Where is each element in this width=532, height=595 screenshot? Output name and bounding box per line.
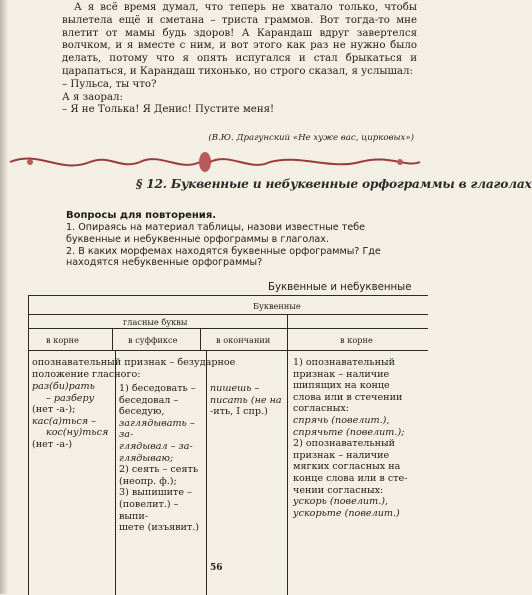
example-line: спрячьте (повелит.); [293, 426, 405, 438]
story-paragraph-4: – Я не Толька! Я Денис! Пустите меня! [62, 104, 275, 116]
example-line: признак – наличие [293, 449, 390, 461]
table-col-line [206, 350, 207, 595]
spelling-table [28, 295, 428, 595]
example-line: слова или в стечении [293, 391, 403, 403]
example-line: (неопр. ф.); [119, 475, 177, 487]
example-line: заглядывать – за- [119, 417, 195, 441]
example-line: 3) выпишите – [119, 487, 192, 499]
decorative-ornament [0, 148, 430, 176]
table-rule [28, 314, 428, 315]
table-rule [28, 328, 428, 329]
header-root-2: в корне [340, 335, 373, 345]
section-title: § 12. Буквенные и небуквенные орфограммы в глаголах [136, 177, 532, 191]
vowel-intro-text: опознавательный признак – безударное положение гласного: [32, 357, 236, 380]
example-line: (нет -а-) [32, 438, 73, 450]
header-vowels: гласные буквы [123, 317, 188, 327]
story-source: (В.Ю. Драгунский «Не хуже вас, цирковых») [208, 133, 414, 143]
example-line: согласных: [293, 403, 350, 415]
ending-examples [210, 383, 286, 418]
story-paragraph-2: – Пульса, ты что? [62, 78, 157, 90]
example-line: раз(би)рать [32, 381, 95, 392]
example-line: конце слова или в сте- [293, 472, 408, 484]
header-letters: Буквенные [253, 301, 301, 311]
table-col-line [287, 314, 288, 595]
table-col-line [112, 328, 113, 350]
example-line: 1) беседовать – беседовал – беседую, [119, 383, 196, 418]
story-paragraph-1: А я всё время думал, что теперь не хватало только, чтобы вылетела ещё и сметана – триста граммов. Вот тогда-то мне влетит от мамы будь здоров! А Карандаш вдруг завертелся волчком, и я вместе с ним, и вот этого как раз не нужно было делать, потому что я опять испугался и стал брыкаться и царапаться, и Карандаш тихонько, но строго сказал, я услышал: [62, 2, 417, 77]
table-title: Буквенные и небуквенные [268, 282, 412, 293]
table-col-line [200, 328, 201, 350]
table-rule [28, 350, 428, 351]
table-border-left [28, 295, 29, 595]
root-consonant-examples [293, 357, 425, 519]
example-line: кас(а)ться – [32, 415, 96, 427]
question-1: 1. Опираясь на материал таблицы, назови известные тебе буквенные и небуквенные орфограммы в глаголах. [66, 222, 366, 245]
header-ending: в окончании [216, 335, 271, 345]
story-excerpt [62, 2, 417, 117]
suffix-examples [119, 383, 205, 534]
example-line: глядываю; [119, 452, 174, 464]
example-line: пишешь – [210, 383, 260, 394]
page-binding-shadow [0, 0, 8, 594]
root-examples [32, 381, 114, 451]
page-number: 56 [210, 563, 223, 573]
example-line: признак – наличие [293, 368, 390, 380]
example-line: шете (изъявит.) [119, 522, 200, 534]
example-line: (повелит.) – выпи- [119, 498, 179, 522]
table-border-top [28, 295, 428, 296]
questions-list [66, 222, 421, 269]
example-line: спрячь (повелит.), [293, 414, 390, 426]
example-line: шипящих на конце [293, 380, 390, 392]
questions-heading: Вопросы для повторения. [66, 210, 217, 221]
header-root: в корне [46, 335, 79, 345]
example-line: глядывал – за- [119, 440, 193, 452]
example-line: 1) опознавательный [293, 357, 396, 368]
example-line: мягких согласных на [293, 461, 401, 473]
question-2: 2. В каких морфемах находятся буквенные орфограммы? Где находятся небуквенные орфограммы? [66, 245, 381, 269]
example-line: писать (не на [210, 394, 282, 406]
example-line: -ить, I спр.) [210, 406, 268, 418]
example-line: 2) опознавательный [293, 438, 396, 450]
story-paragraph-3: А я заорал: [62, 91, 123, 103]
table-col-line [115, 350, 116, 595]
example-line: кос(ну)ться [46, 427, 109, 439]
example-line: чении согласных: [293, 484, 384, 496]
example-line: ускорь (повелит.), [293, 496, 389, 508]
example-line: 2) сеять – сеять [119, 464, 199, 476]
header-suffix: в суффиксе [128, 335, 178, 345]
example-line: (нет -а-); [32, 404, 76, 416]
example-line: – разберу [46, 392, 95, 404]
example-line: ускорьте (повелит.) [293, 507, 400, 519]
